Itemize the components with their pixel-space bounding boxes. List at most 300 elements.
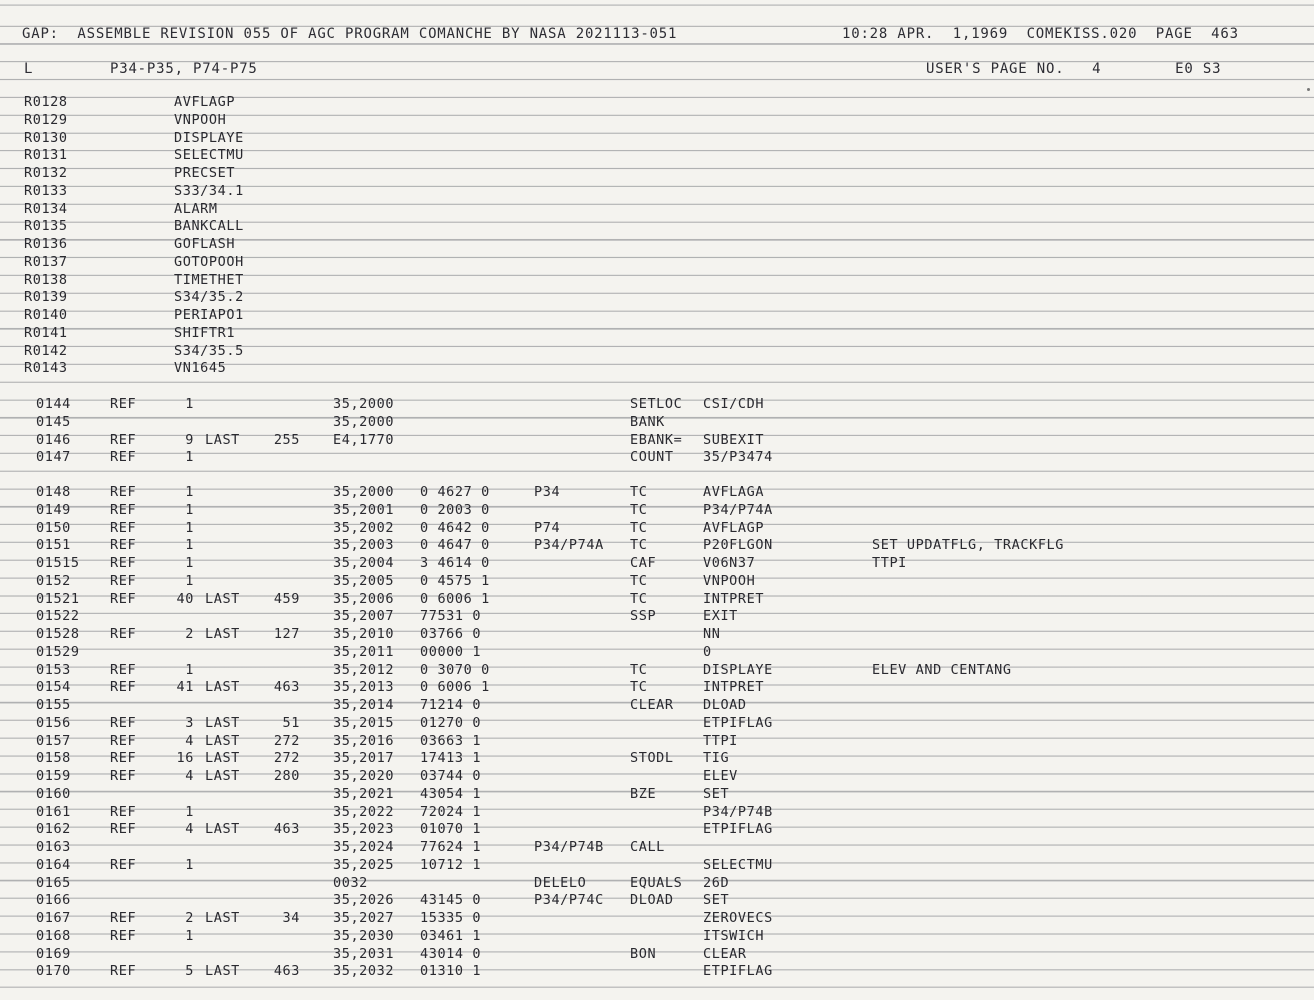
ref-label: REF — [110, 803, 137, 820]
ref-count: 16 — [176, 750, 194, 767]
r-line-id: R0136 — [24, 236, 68, 252]
operand: ETPIFLAG — [703, 821, 773, 838]
operand: 35/P3474 — [703, 449, 773, 466]
octal-code: 0 2003 0 — [420, 501, 490, 518]
line-number: 0158 — [36, 750, 71, 767]
line-number: 0159 — [36, 768, 71, 784]
listing-row — [0, 963, 1314, 979]
last-page: 272 — [273, 732, 300, 749]
last-label: LAST — [205, 732, 240, 749]
line-number: 0146 — [36, 431, 71, 448]
listing-row — [0, 750, 1314, 766]
line-number: 0152 — [36, 572, 71, 589]
address: 35,2023 — [333, 821, 395, 838]
last-page: 459 — [273, 590, 300, 607]
operand: V06N37 — [703, 555, 756, 571]
header-listing-type: L — [24, 61, 34, 77]
octal-code: 01270 0 — [420, 714, 482, 731]
r-list-row — [0, 289, 1314, 305]
r-symbol: TIMETHET — [174, 271, 244, 288]
line-number: 0154 — [36, 679, 71, 696]
address: 35,2027 — [333, 910, 395, 926]
line-number: 0149 — [36, 501, 71, 518]
opcode: BANK — [630, 413, 665, 430]
address: 0032 — [333, 874, 368, 891]
line-number: 0155 — [36, 697, 71, 713]
listing-row — [0, 786, 1314, 802]
listing-row — [0, 396, 1314, 412]
ref-count: 4 — [185, 768, 194, 784]
octal-code: 0 3070 0 — [420, 661, 490, 678]
ref-label: REF — [110, 679, 137, 696]
operand: INTPRET — [703, 679, 765, 696]
ref-count: 2 — [185, 910, 194, 926]
comment: ELEV AND CENTANG — [872, 661, 1012, 678]
ref-label: REF — [110, 449, 137, 466]
line-number: 0169 — [36, 945, 71, 962]
comment: SET UPDATFLG, TRACKFLG — [872, 537, 1065, 554]
listing-row — [0, 946, 1314, 962]
octal-code: 03663 1 — [420, 732, 482, 749]
r-symbol: S34/35.5 — [174, 342, 244, 359]
ref-label: REF — [110, 661, 137, 678]
r-list-row — [0, 165, 1314, 181]
octal-code: 03461 1 — [420, 927, 482, 944]
operand: ITSWICH — [703, 927, 765, 944]
line-number: 0151 — [36, 537, 71, 554]
operand: INTPRET — [703, 590, 765, 607]
line-number: 0148 — [36, 484, 71, 500]
last-label: LAST — [205, 590, 240, 607]
opcode: EQUALS — [630, 874, 683, 891]
r-line-id: R0130 — [24, 129, 68, 146]
ref-count: 1 — [185, 555, 194, 571]
operand: SET — [703, 785, 730, 802]
octal-code: 10712 1 — [420, 856, 482, 873]
last-page: 255 — [273, 431, 300, 448]
address: 35,2026 — [333, 892, 395, 909]
operand: DISPLAYE — [703, 661, 773, 678]
operand: SUBEXIT — [703, 431, 765, 448]
r-line-id: R0129 — [24, 111, 68, 128]
opcode: TC — [630, 590, 648, 607]
octal-code: 17413 1 — [420, 750, 482, 767]
r-symbol: AVFLAGP — [174, 94, 236, 110]
header-title: GAP: ASSEMBLE REVISION 055 OF AGC PROGRAM COMANCHE BY NASA 2021113-051 — [22, 26, 678, 42]
r-symbol: ALARM — [174, 200, 218, 217]
opcode: COUNT — [630, 449, 674, 466]
octal-code: 72024 1 — [420, 803, 482, 820]
ref-label: REF — [110, 396, 137, 412]
location-label: P34/P74B — [534, 839, 604, 855]
line-number: 0145 — [36, 413, 71, 430]
last-page: 51 — [282, 714, 300, 731]
ref-count: 5 — [185, 963, 194, 980]
octal-code: 0 4575 1 — [420, 572, 490, 589]
r-line-id: R0133 — [24, 182, 68, 199]
listing-row — [0, 697, 1314, 713]
listing-row — [0, 608, 1314, 624]
line-number: 01528 — [36, 626, 80, 642]
octal-code: 00000 1 — [420, 643, 482, 660]
r-line-id: R0143 — [24, 360, 68, 377]
address: 35,2016 — [333, 732, 395, 749]
paper-speck — [1307, 88, 1310, 91]
ref-label: REF — [110, 626, 137, 642]
line-number: 0144 — [36, 396, 71, 412]
comment: TTPI — [872, 555, 907, 571]
listing-row — [0, 555, 1314, 571]
listing-row — [0, 537, 1314, 553]
address: 35,2031 — [333, 945, 395, 962]
octal-code: 03744 0 — [420, 768, 482, 784]
listing-row — [0, 573, 1314, 589]
operand: P34/P74A — [703, 501, 773, 518]
header-user-page: USER'S PAGE NO. 4 E0 S3 — [926, 61, 1222, 77]
listing-row — [0, 892, 1314, 908]
operand: SELECTMU — [703, 856, 773, 873]
ref-count: 1 — [185, 519, 194, 536]
listing-row — [0, 520, 1314, 536]
r-list-row — [0, 183, 1314, 199]
r-line-id: R0137 — [24, 253, 68, 270]
operand: TIG — [703, 750, 730, 767]
line-number: 01521 — [36, 590, 80, 607]
listing-row — [0, 733, 1314, 749]
line-number: 0160 — [36, 785, 71, 802]
r-symbol: S33/34.1 — [174, 182, 244, 199]
last-page: 280 — [273, 768, 300, 784]
location-label: P34/P74C — [534, 892, 604, 909]
octal-code: 0 6006 1 — [420, 590, 490, 607]
address: 35,2000 — [333, 413, 395, 430]
ref-label: REF — [110, 732, 137, 749]
opcode: TC — [630, 501, 648, 518]
line-number: 0167 — [36, 910, 71, 926]
operand: ETPIFLAG — [703, 714, 773, 731]
operand: VNPOOH — [703, 572, 756, 589]
ref-label: REF — [110, 431, 137, 448]
last-label: LAST — [205, 910, 240, 926]
listing-row — [0, 484, 1314, 500]
address: 35,2017 — [333, 750, 395, 767]
r-list-row — [0, 343, 1314, 359]
opcode: TC — [630, 519, 648, 536]
last-label: LAST — [205, 626, 240, 642]
ref-label: REF — [110, 501, 137, 518]
listing-row — [0, 626, 1314, 642]
ref-label: REF — [110, 963, 137, 980]
listing-row — [0, 432, 1314, 448]
ref-count: 4 — [185, 821, 194, 838]
opcode: TC — [630, 679, 648, 696]
octal-code: 71214 0 — [420, 697, 482, 713]
last-label: LAST — [205, 431, 240, 448]
listing-row — [0, 662, 1314, 678]
r-symbol: S34/35.2 — [174, 289, 244, 306]
line-number: 0165 — [36, 874, 71, 891]
octal-code: 3 4614 0 — [420, 555, 490, 571]
operand: TTPI — [703, 732, 738, 749]
r-line-id: R0141 — [24, 324, 68, 341]
r-symbol: PRECSET — [174, 165, 236, 181]
address: 35,2021 — [333, 785, 395, 802]
ref-count: 9 — [185, 431, 194, 448]
line-number: 0163 — [36, 839, 71, 855]
ref-count: 1 — [185, 572, 194, 589]
r-symbol: DISPLAYE — [174, 129, 244, 146]
operand: 26D — [703, 874, 730, 891]
opcode: TC — [630, 484, 648, 500]
r-symbol: GOTOPOOH — [174, 253, 244, 270]
last-page: 127 — [273, 626, 300, 642]
address: 35,2030 — [333, 927, 395, 944]
header-section-title: P34-P35, P74-P75 — [110, 61, 258, 77]
operand: ETPIFLAG — [703, 963, 773, 980]
r-list-row — [0, 236, 1314, 252]
r-list-row — [0, 254, 1314, 270]
line-number: 01529 — [36, 643, 80, 660]
listing-row — [0, 715, 1314, 731]
r-symbol: VNPOOH — [174, 111, 227, 128]
r-list-row — [0, 94, 1314, 110]
ref-count: 1 — [185, 501, 194, 518]
line-number: 0168 — [36, 927, 71, 944]
r-list-row — [0, 307, 1314, 323]
line-number: 01522 — [36, 608, 80, 625]
octal-code: 43054 1 — [420, 785, 482, 802]
address: 35,2000 — [333, 484, 395, 500]
listing-row — [0, 910, 1314, 926]
address: 35,2011 — [333, 643, 395, 660]
ref-count: 40 — [176, 590, 194, 607]
ref-label: REF — [110, 555, 137, 571]
octal-code: 01070 1 — [420, 821, 482, 838]
r-list-row — [0, 147, 1314, 163]
r-list-row — [0, 130, 1314, 146]
line-number: 0150 — [36, 519, 71, 536]
r-list-row — [0, 218, 1314, 234]
ref-label: REF — [110, 750, 137, 767]
header-timestamp-page: 10:28 APR. 1,1969 COMEKISS.020 PAGE 463 — [842, 26, 1239, 42]
location-label: DELELO — [534, 874, 587, 891]
listing-row — [0, 502, 1314, 518]
ref-count: 41 — [176, 679, 194, 696]
r-line-id: R0135 — [24, 218, 68, 235]
opcode: DLOAD — [630, 892, 674, 909]
r-symbol: SHIFTR1 — [174, 324, 236, 341]
ref-label: REF — [110, 519, 137, 536]
address: 35,2013 — [333, 679, 395, 696]
listing-row — [0, 839, 1314, 855]
ref-count: 4 — [185, 732, 194, 749]
operand: P34/P74B — [703, 803, 773, 820]
opcode: TC — [630, 572, 648, 589]
last-label: LAST — [205, 821, 240, 838]
listing-row — [0, 449, 1314, 465]
r-symbol: BANKCALL — [174, 218, 244, 235]
last-label: LAST — [205, 963, 240, 980]
opcode: SETLOC — [630, 396, 683, 412]
ref-label: REF — [110, 484, 137, 500]
last-page: 463 — [273, 679, 300, 696]
ref-label: REF — [110, 572, 137, 589]
listing-row — [0, 804, 1314, 820]
last-label: LAST — [205, 714, 240, 731]
address: 35,2002 — [333, 519, 395, 536]
address: E4,1770 — [333, 431, 395, 448]
ref-count: 3 — [185, 714, 194, 731]
address: 35,2003 — [333, 537, 395, 554]
r-list-row — [0, 360, 1314, 376]
r-line-id: R0139 — [24, 289, 68, 306]
ref-label: REF — [110, 856, 137, 873]
listing-row — [0, 857, 1314, 873]
ref-label: REF — [110, 927, 137, 944]
location-label: P74 — [534, 519, 561, 536]
ref-count: 1 — [185, 856, 194, 873]
octal-code: 0 6006 1 — [420, 679, 490, 696]
ref-count: 1 — [185, 484, 194, 500]
ref-count: 1 — [185, 449, 194, 466]
r-line-id: R0132 — [24, 165, 68, 181]
r-symbol: GOFLASH — [174, 236, 236, 252]
operand: ELEV — [703, 768, 738, 784]
last-page: 272 — [273, 750, 300, 767]
r-symbol: SELECTMU — [174, 147, 244, 164]
operand: CLEAR — [703, 945, 747, 962]
last-page: 34 — [282, 910, 300, 926]
opcode: BON — [630, 945, 657, 962]
ref-count: 2 — [185, 626, 194, 642]
listing-row — [0, 414, 1314, 430]
address: 35,2020 — [333, 768, 395, 784]
ref-label: REF — [110, 821, 137, 838]
address: 35,2032 — [333, 963, 395, 980]
opcode: STODL — [630, 750, 674, 767]
last-page: 463 — [273, 963, 300, 980]
line-number: 0170 — [36, 963, 71, 980]
operand: P20FLGON — [703, 537, 773, 554]
r-list-row — [0, 272, 1314, 288]
address: 35,2025 — [333, 856, 395, 873]
ref-label: REF — [110, 910, 137, 926]
last-label: LAST — [205, 679, 240, 696]
opcode: CLEAR — [630, 697, 674, 713]
address: 35,2000 — [333, 396, 395, 412]
r-list-row — [0, 201, 1314, 217]
address: 35,2001 — [333, 501, 395, 518]
last-label: LAST — [205, 750, 240, 767]
listing-row — [0, 679, 1314, 695]
operand: 0 — [703, 643, 712, 660]
octal-code: 0 4642 0 — [420, 519, 490, 536]
opcode: TC — [630, 537, 648, 554]
line-number: 0157 — [36, 732, 71, 749]
listing-row — [0, 875, 1314, 891]
address: 35,2024 — [333, 839, 395, 855]
octal-code: 03766 0 — [420, 626, 482, 642]
ref-label: REF — [110, 714, 137, 731]
ref-label: REF — [110, 537, 137, 554]
ref-count: 1 — [185, 927, 194, 944]
opcode: CAF — [630, 555, 657, 571]
r-list-row — [0, 325, 1314, 341]
address: 35,2012 — [333, 661, 395, 678]
address: 35,2014 — [333, 697, 395, 713]
listing-row — [0, 928, 1314, 944]
line-number: 0147 — [36, 449, 71, 466]
octal-code: 0 4627 0 — [420, 484, 490, 500]
listing-row — [0, 768, 1314, 784]
line-number: 0166 — [36, 892, 71, 909]
r-line-id: R0142 — [24, 342, 68, 359]
r-line-id: R0131 — [24, 147, 68, 164]
r-line-id: R0134 — [24, 200, 68, 217]
opcode: CALL — [630, 839, 665, 855]
ref-count: 1 — [185, 537, 194, 554]
listing-row — [0, 821, 1314, 837]
opcode: BZE — [630, 785, 657, 802]
address: 35,2006 — [333, 590, 395, 607]
octal-code: 77531 0 — [420, 608, 482, 625]
octal-code: 77624 1 — [420, 839, 482, 855]
operand: EXIT — [703, 608, 738, 625]
listing-row — [0, 644, 1314, 660]
operand: DLOAD — [703, 697, 747, 713]
line-number: 0161 — [36, 803, 71, 820]
line-number: 0164 — [36, 856, 71, 873]
ref-label: REF — [110, 590, 137, 607]
octal-code: 43014 0 — [420, 945, 482, 962]
ref-count: 1 — [185, 661, 194, 678]
opcode: SSP — [630, 608, 657, 625]
octal-code: 01310 1 — [420, 963, 482, 980]
operand: CSI/CDH — [703, 396, 765, 412]
ref-count: 1 — [185, 803, 194, 820]
r-symbol: PERIAPO1 — [174, 307, 244, 323]
operand: SET — [703, 892, 730, 909]
r-line-id: R0140 — [24, 307, 68, 323]
address: 35,2005 — [333, 572, 395, 589]
ref-count: 1 — [185, 396, 194, 412]
address: 35,2007 — [333, 608, 395, 625]
r-symbol: VN1645 — [174, 360, 227, 377]
listing-row — [0, 591, 1314, 607]
operand: NN — [703, 626, 721, 642]
operand: ZEROVECS — [703, 910, 773, 926]
location-label: P34/P74A — [534, 537, 604, 554]
r-line-id: R0138 — [24, 271, 68, 288]
address: 35,2004 — [333, 555, 395, 571]
octal-code: 15335 0 — [420, 910, 482, 926]
last-label: LAST — [205, 768, 240, 784]
address: 35,2015 — [333, 714, 395, 731]
opcode: TC — [630, 661, 648, 678]
line-number: 0153 — [36, 661, 71, 678]
ref-label: REF — [110, 768, 137, 784]
r-list-row — [0, 112, 1314, 128]
line-number: 0156 — [36, 714, 71, 731]
octal-code: 0 4647 0 — [420, 537, 490, 554]
r-line-id: R0128 — [24, 94, 68, 110]
location-label: P34 — [534, 484, 561, 500]
opcode: EBANK= — [630, 431, 683, 448]
octal-code: 43145 0 — [420, 892, 482, 909]
operand: AVFLAGP — [703, 519, 765, 536]
line-number: 0162 — [36, 821, 71, 838]
last-page: 463 — [273, 821, 300, 838]
